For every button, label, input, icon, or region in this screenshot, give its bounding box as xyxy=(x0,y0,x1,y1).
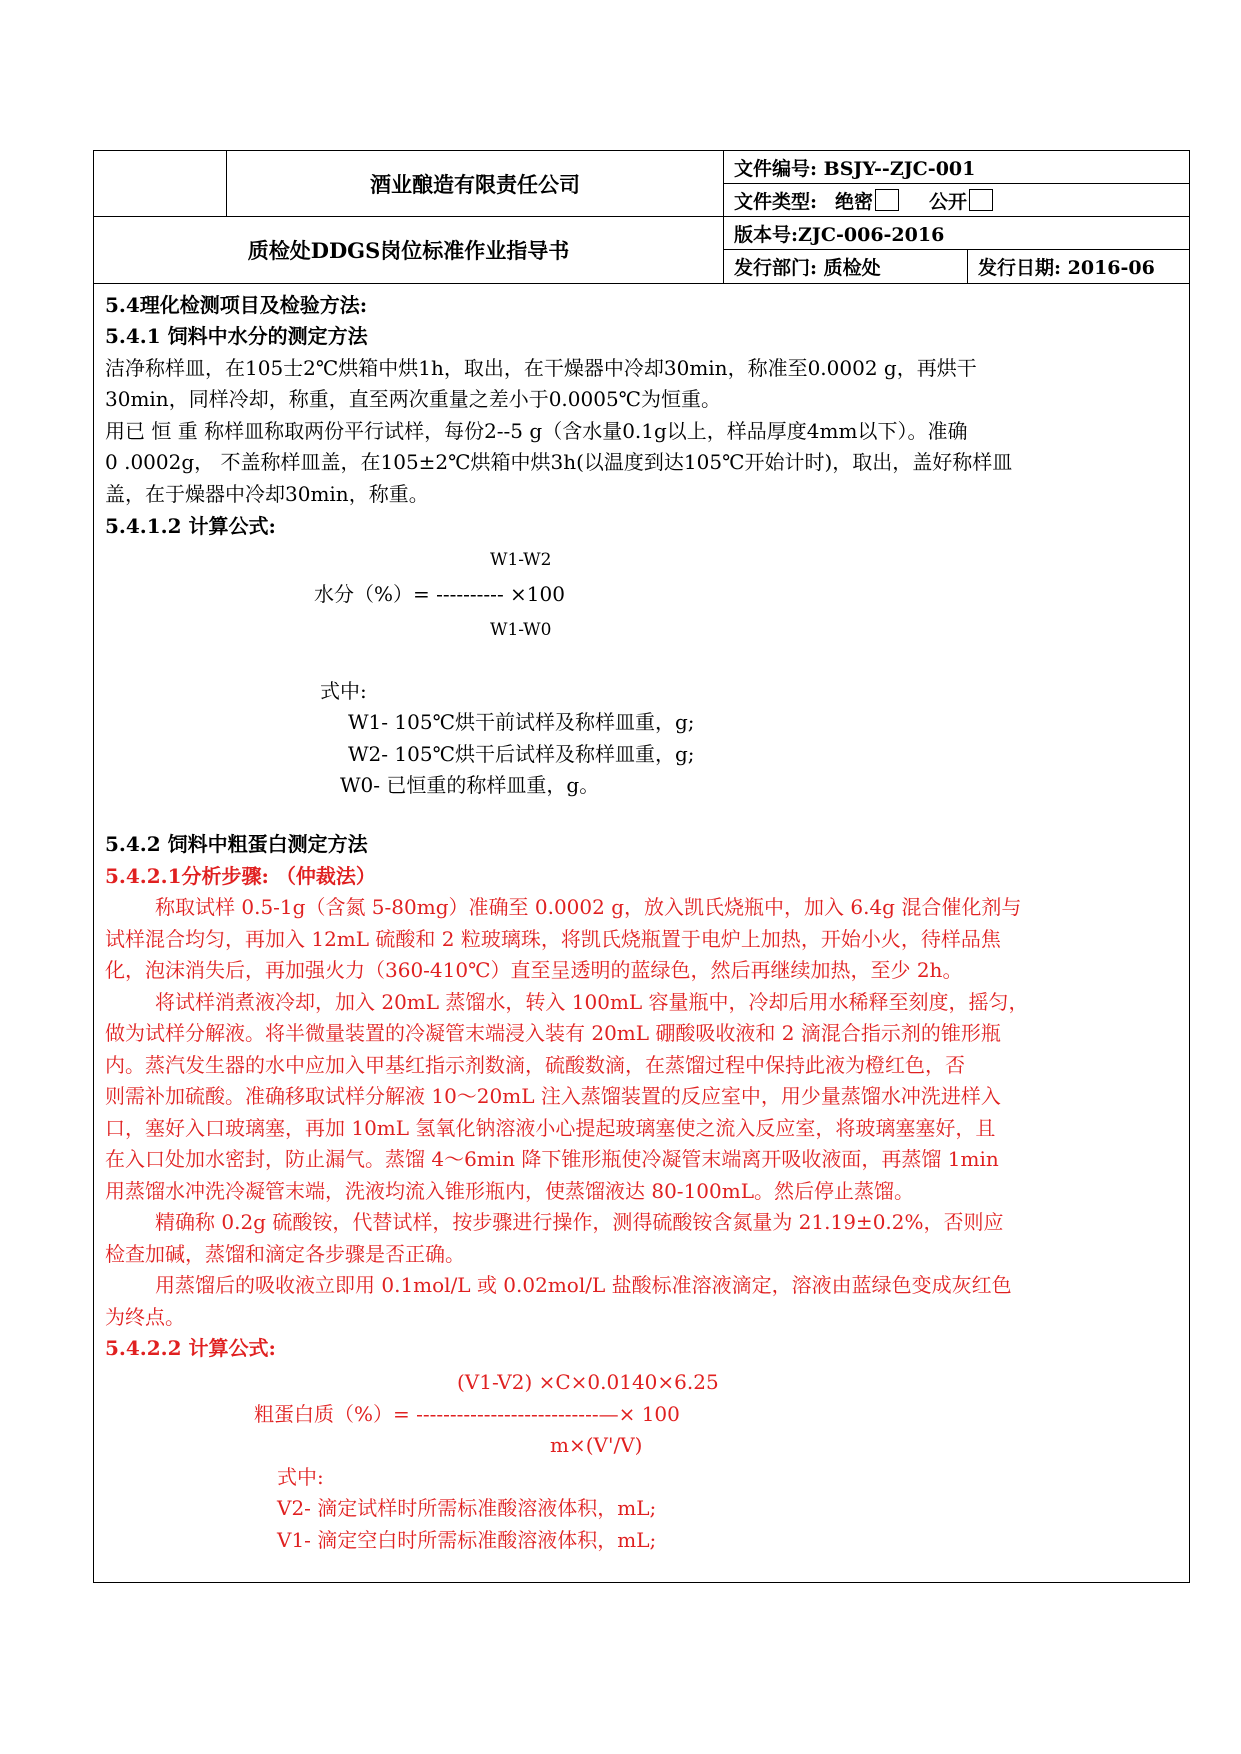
paragraph-line: 检查加碱，蒸馏和滴定各步骤是否正确。 xyxy=(105,1242,465,1266)
issue-date: 发行日期: 2016-06 xyxy=(978,257,1155,279)
variable-definition: W2- 105℃烘干后试样及称样皿重，g; xyxy=(348,742,695,766)
paragraph-line: 内。蒸汽发生器的水中应加入甲基红指示剂数滴，硫酸数滴，在蒸馏过程中保持此液为橙红色，否 xyxy=(105,1053,965,1077)
paragraph-line: 称取试样 0.5-1g（含氮 5-80mg）准确至 0.0002 g，放入凯氏烧瓶中，加入 6.4g 混合催化剂与 xyxy=(155,895,1022,919)
document-title: 质检处DDGS岗位标准作业指导书 xyxy=(247,238,570,263)
formula-denominator: m×(V'/V) xyxy=(550,1433,643,1457)
paragraph-line: 用已 恒 重 称样皿称取两份平行试样，每份2--5 g（含水量0.1g以上，样品厚度4mm以下）。准确 xyxy=(105,419,968,443)
section-heading: 5.4.2.1分析步骤: （仲裁法） xyxy=(105,864,376,888)
section-heading: 5.4.2 饲料中粗蛋白测定方法 xyxy=(105,832,368,856)
section-heading: 5.4理化检测项目及检验方法: xyxy=(105,293,368,317)
section-heading: 5.4.2.2 计算公式: xyxy=(105,1336,276,1360)
formula-denominator: W1-W0 xyxy=(490,620,552,640)
paragraph-line: 洁净称样皿，在105士2℃烘箱中烘1h，取出，在干燥器中冷却30min，称准至0.0002 g，再烘干 xyxy=(105,356,977,380)
company-name: 酒业酿造有限责任公司 xyxy=(370,171,580,197)
file-type-secret-label: 绝密 xyxy=(835,190,874,213)
paragraph-line: 用蒸馏后的吸收液立即用 0.1mol/L 或 0.02mol/L 盐酸标准溶液滴定，溶液由蓝绿色变成灰红色 xyxy=(155,1273,1012,1297)
paragraph-line: 则需补加硫酸。准确移取试样分解液 10～20mL 注入蒸馏装置的反应室中，用少量蒸馏水冲洗进样入 xyxy=(105,1084,1001,1108)
paragraph-line: 试样混合均匀，再加入 12mL 硫酸和 2 粒玻璃珠，将凯氏烧瓶置于电炉上加热，开始小火，待样品焦 xyxy=(105,927,1001,951)
file-number: 文件编号: BSJY--ZJC-001 xyxy=(734,157,976,180)
paragraph-line: 30min，同样冷却，称重，直至两次重量之差小于0.0005℃为恒重。 xyxy=(105,387,722,411)
paragraph-line: 口，塞好入口玻璃塞，再加 10mL 氢氧化钠溶液小心提起玻璃塞使之流入反应室，将玻璃塞塞好，且 xyxy=(105,1116,996,1140)
formula-numerator: W1-W2 xyxy=(490,550,552,570)
formula-line: 粗蛋白质（%）= ---------------------------—× 100 xyxy=(254,1402,680,1426)
paragraph-line: 精确称 0.2g 硫酸铵，代替试样，按步骤进行操作，测得硫酸铵含氮量为 21.19±0.2%，否则应 xyxy=(155,1210,1004,1234)
variable-definition: W0- 已恒重的称样皿重，g。 xyxy=(340,773,600,797)
header-bottom-border xyxy=(94,283,1189,284)
issuing-department: 发行部门: 质检处 xyxy=(734,257,881,279)
variable-definition: V2- 滴定试样时所需标准酸溶液体积，mL; xyxy=(277,1496,657,1520)
file-type-label: 文件类型: xyxy=(734,190,818,213)
paragraph-line: 化，泡沫消失后，再加强火力（360-410℃）直至呈透明的蓝绿色，然后再继续加热，至少 2h。 xyxy=(105,958,963,982)
paragraph-line: 用蒸馏水冲洗冷凝管末端，洗液均流入锥形瓶内，使蒸馏液达 80-100mL。然后停止蒸馏。 xyxy=(105,1179,914,1203)
file-type xyxy=(724,184,1189,216)
paragraph-line: 做为试样分解液。将半微量装置的冷凝管末端浸入装有 20mL 硼酸吸收液和 2 滴混合指示剂的锥形瓶 xyxy=(105,1021,1001,1045)
file-type-public-label: 公开 xyxy=(929,190,968,213)
paragraph-line: 为终点。 xyxy=(105,1305,185,1329)
section-heading: 5.4.1 饲料中水分的测定方法 xyxy=(105,324,368,348)
public-checkbox[interactable] xyxy=(969,189,993,211)
version-number: 版本号:ZJC-006-2016 xyxy=(734,223,945,246)
formula-where: 式中: xyxy=(277,1465,324,1489)
variable-definition: V1- 滴定空白时所需标准酸溶液体积，mL; xyxy=(277,1528,657,1552)
formula-line: 水分（%）= ---------- ×100 xyxy=(314,582,565,606)
paragraph-line: 盖，在于燥器中冷却30min，称重。 xyxy=(105,482,429,506)
formula-numerator: (V1-V2) ×C×0.0140×6.25 xyxy=(457,1370,719,1394)
formula-where: 式中: xyxy=(320,679,367,703)
paragraph-line: 在入口处加水密封，防止漏气。蒸馏 4～6min 降下锥形瓶使冷凝管末端离开吸收液面，再蒸馏 1min xyxy=(105,1147,999,1171)
secret-checkbox[interactable] xyxy=(875,189,899,211)
variable-definition: W1- 105℃烘干前试样及称样皿重，g; xyxy=(348,710,695,734)
paragraph-line: 0 .0002g， 不盖称样皿盖，在105±2℃烘箱中烘3h(以温度到达105℃开始计时)，取出，盖好称样皿 xyxy=(105,450,1013,474)
paragraph-line: 将试样消煮液冷却，加入 20mL 蒸馏水，转入 100mL 容量瓶中，冷却后用水稀释至刻度，摇匀， xyxy=(155,990,1029,1014)
section-heading: 5.4.1.2 计算公式: xyxy=(105,514,276,538)
